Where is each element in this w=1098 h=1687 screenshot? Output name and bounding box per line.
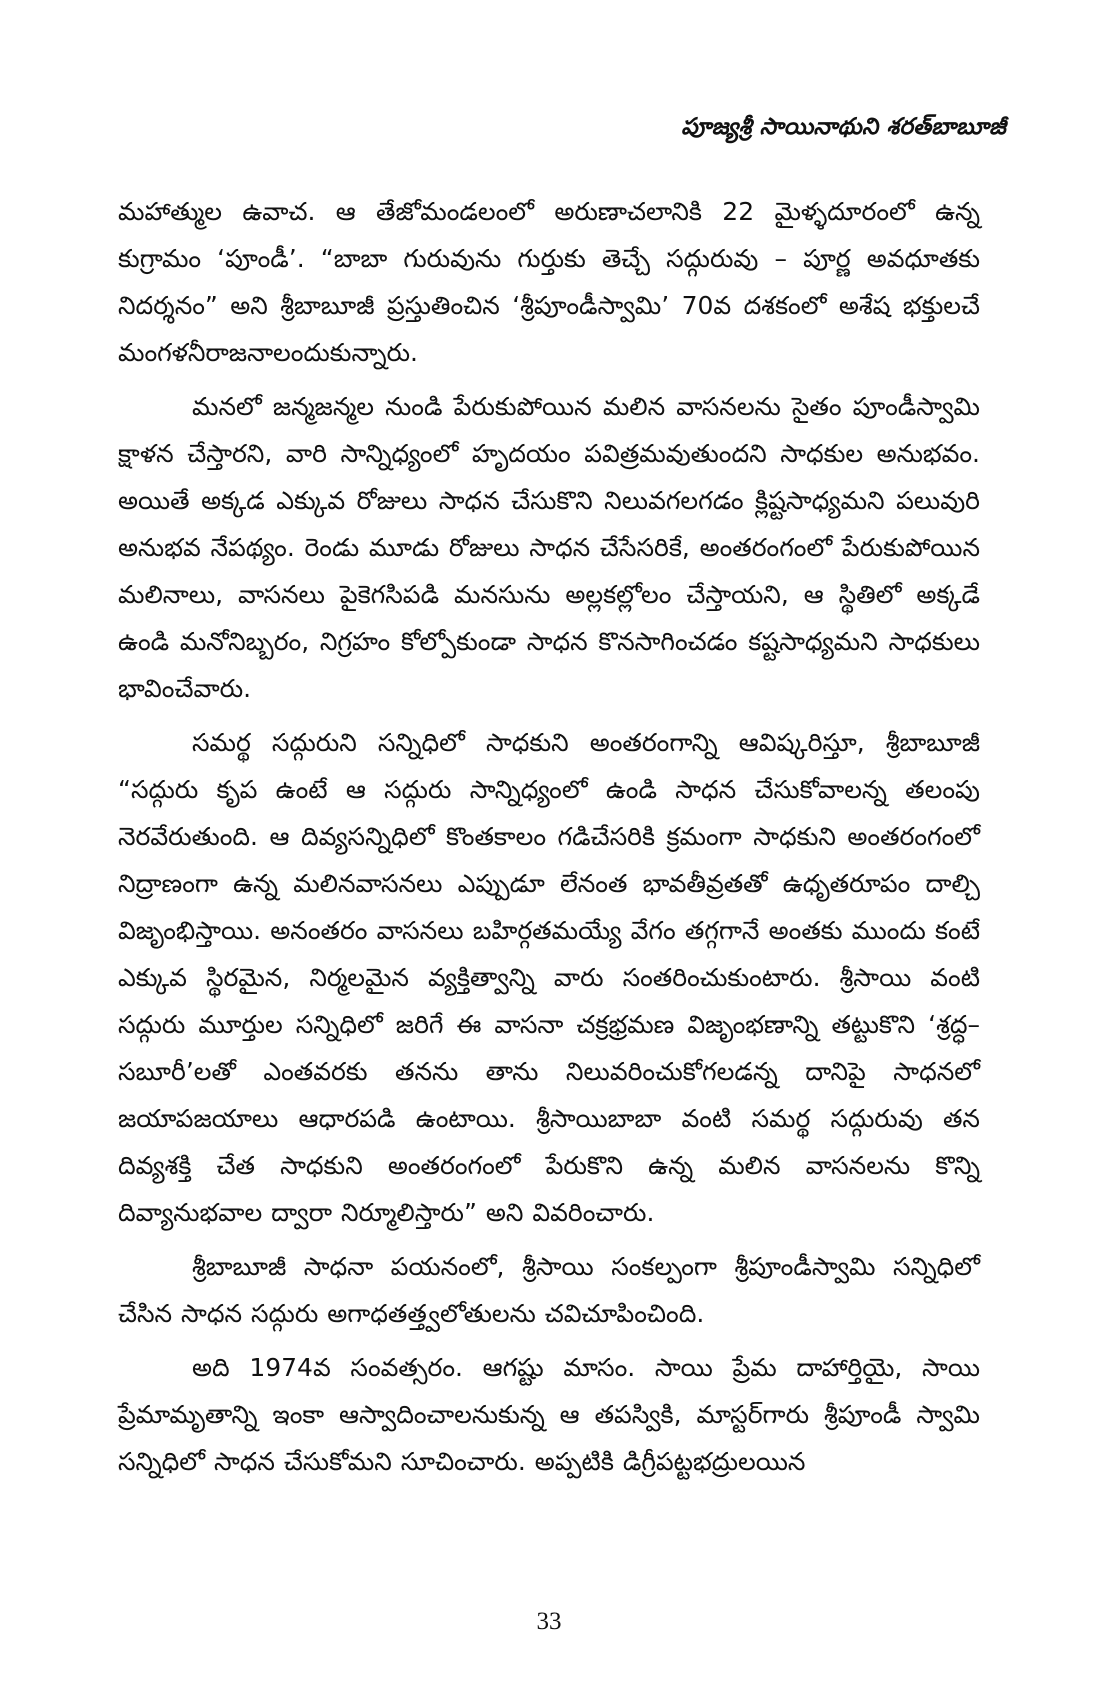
paragraph-2: మనలో జన్మజన్మల నుండి పేరుకుపోయిన మలిన వాసనలను సైతం పూండీస్వామి క్షాళన చేస్తారని, వారి సాన్నిధ్యంలో హృదయం పవిత్రమవుతుందని సాధకుల అనుభవం. అయితే అక్కడ ఎక్కువ రోజులు సాధన చేసుకొని నిలువగలగడం క్లిష్టసాధ్యమని పలువురి అనుభవ నేపథ్యం. రెండు మూడు రోజులు సాధన చేసేసరికే, అంతరంగంలో పేరుకుపోయిన మలినాలు, వాసనలు పైకెగసిపడి మనసును అల్లకల్లోలం చేస్తాయని, ఆ స్థితిలో అక్కడే ఉండి మనోనిబ్బరం, నిగ్రహం కోల్పోకుండా సాధన కొనసాగించడం కష్టసాధ్యమని సాధకులు భావించేవారు. bbox=[118, 392, 980, 703]
page-number: 33 bbox=[536, 1608, 562, 1635]
running-header-title: పూజ్యశ్రీ సాయినాథుని శరత్‌బాబూజీ bbox=[681, 114, 1006, 140]
paragraph-3: సమర్థ సద్గురుని సన్నిధిలో సాధకుని అంతరంగాన్ని ఆవిష్కరిస్తూ, శ్రీబాబూజీ “సద్గురు కృప ఉంటే ఆ సద్గురు సాన్నిధ్యంలో ఉండి సాధన చేసుకోవాలన్న తలంపు నెరవేరుతుంది. ఆ దివ్యసన్నిధిలో కొంతకాలం గడిచేసరికి క్రమంగా సాధకుని అంతరంగంలో నిద్రాణంగా ఉన్న మలినవాసనలు ఎప్పుడూ లేనంత భావతీవ్రతతో ఉధృతరూపం దాల్చి విజృంభిస్తాయి. అనంతరం వాసనలు బహిర్గతమయ్యే వేగం తగ్గగానే అంతకు ముందు కంటే ఎక్కువ స్థిరమైన, నిర్మలమైన వ్యక్తిత్వాన్ని వారు సంతరించుకుంటారు. శ్రీసాయి వంటి సద్గురు మూర్తుల సన్నిధిలో జరిగే ఈ వాసనా చక్రభ్రమణ విజృంభణాన్ని తట్టుకొని ‘శ్రద్ధ–సబూరీ’లతో ఎంతవరకు తనను తాను నిలువరించుకోగలడన్న దానిపై సాధనలో జయాపజయాలు ఆధారపడి ఉంటాయి. శ్రీసాయిబాబా వంటి సమర్థ సద్గురువు తన దివ్యశక్తి చేత సాధకుని అంతరంగంలో పేరుకొని ఉన్న మలిన వాసనలను కొన్ని దివ్యానుభవాల ద్వారా నిర్మూలిస్తారు” అని వివరించారు. bbox=[118, 728, 980, 1227]
paragraph-1: మహాత్ముల ఉవాచ. ఆ తేజోమండలంలో అరుణాచలానికి 22 మైళ్ళదూరంలో ఉన్న కుగ్రామం ‘పూండీ’. “బాబా గురువును గుర్తుకు తెచ్చే సద్గురువు – పూర్ణ అవధూతకు నిదర్శనం” అని శ్రీబాబూజీ ప్రస్తుతించిన ‘శ్రీపూండీస్వామి’ 70వ దశకంలో అశేష భక్తులచే మంగళనీరాజనాలందుకున్నారు. bbox=[118, 197, 980, 367]
paragraph-5: అది 1974వ సంవత్సరం. ఆగష్టు మాసం. సాయి ప్రేమ దాహార్తియై, సాయి ప్రేమామృతాన్ని ఇంకా ఆస్వాదించాలనుకున్న ఆ తపస్వికి, మాస్టర్‌గారు శ్రీపూండీ స్వామి సన్నిధిలో సాధన చేసుకోమని సూచించారు. అప్పటికి డిగ్రీపట్టభద్రులయిన bbox=[118, 1353, 980, 1476]
page-body bbox=[118, 188, 980, 1492]
paragraph-4: శ్రీబాబూజీ సాధనా పయనంలో, శ్రీసాయి సంకల్పంగా శ్రీపూండీస్వామి సన్నిధిలో చేసిన సాధన సద్గురు అగాధతత్త్వలోతులను చవిచూపించింది. bbox=[118, 1252, 980, 1328]
